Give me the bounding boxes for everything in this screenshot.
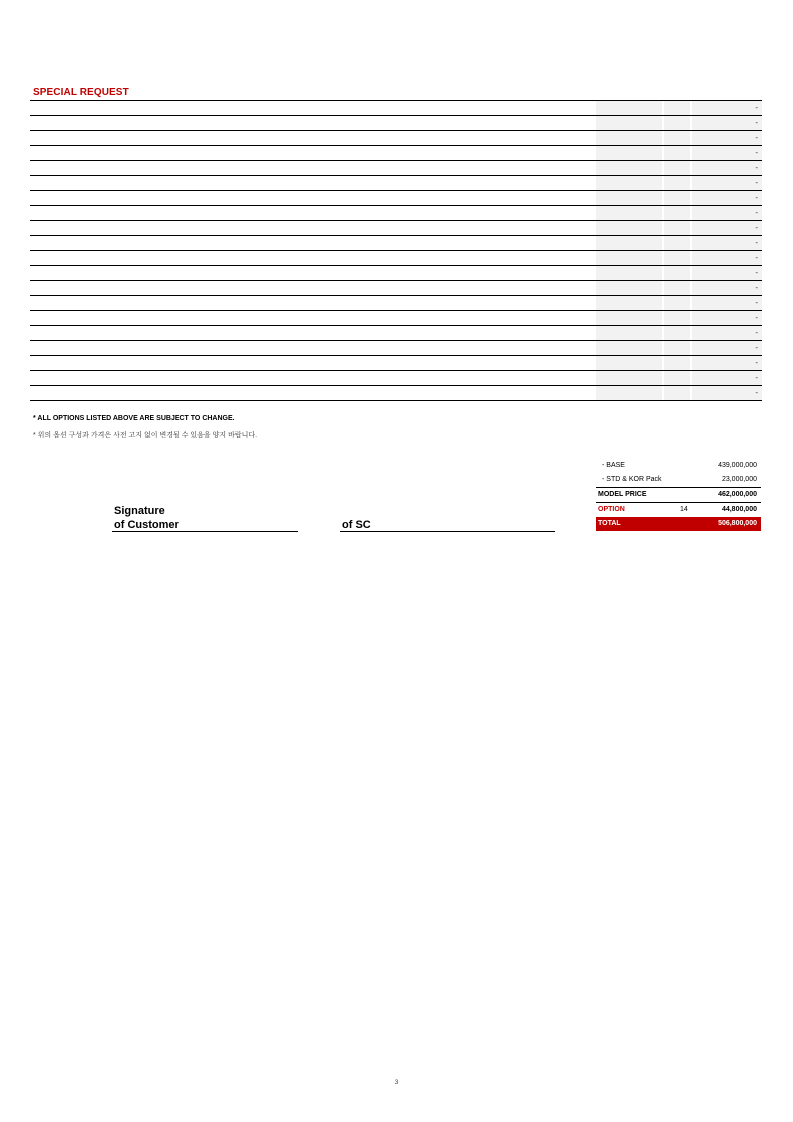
description-cell (30, 146, 596, 160)
qty-cell (664, 146, 690, 160)
description-cell (30, 206, 596, 220)
qty-cell (664, 296, 690, 310)
qty-cell (664, 371, 690, 385)
amount-cell: - (692, 146, 762, 160)
qty-cell (664, 356, 690, 370)
description-cell (30, 386, 596, 400)
price-cell (596, 281, 662, 295)
price-cell (596, 356, 662, 370)
total-price-value: 506,800,000 (718, 520, 757, 527)
amount-cell: - (692, 131, 762, 145)
amount-cell: - (692, 341, 762, 355)
price-cell (596, 191, 662, 205)
description-cell (30, 371, 596, 385)
amount-cell: - (692, 236, 762, 250)
table-row (30, 341, 762, 356)
price-cell (596, 251, 662, 265)
table-row (30, 281, 762, 296)
table-row (30, 131, 762, 146)
amount-cell: - (692, 191, 762, 205)
amount-cell: - (692, 386, 762, 400)
amount-cell: - (692, 251, 762, 265)
qty-cell (664, 311, 690, 325)
table-row (30, 266, 762, 281)
option-count: 14 (680, 506, 688, 513)
price-cell (596, 386, 662, 400)
table-row (30, 326, 762, 341)
model-price-value: 462,000,000 (718, 491, 757, 498)
price-cell (596, 176, 662, 190)
customer-signature-label (114, 504, 179, 532)
price-cell (596, 326, 662, 340)
qty-cell (664, 266, 690, 280)
amount-cell: - (692, 326, 762, 340)
table-row (30, 356, 762, 371)
qty-cell (664, 161, 690, 175)
table-row (30, 116, 762, 131)
signature-label-line2: of Customer (114, 519, 179, 531)
description-cell (30, 191, 596, 205)
options-change-note-korean: * 위의 옵션 구성과 가격은 사전 고지 없이 변경될 수 있음을 양지 바랍니다. (33, 432, 258, 439)
price-cell (596, 146, 662, 160)
amount-cell: - (692, 266, 762, 280)
amount-cell: - (692, 371, 762, 385)
page-number: 3 (394, 1080, 399, 1086)
qty-cell (664, 101, 690, 115)
description-cell (30, 311, 596, 325)
price-cell (596, 206, 662, 220)
model-price-label: MODEL PRICE (598, 491, 647, 498)
pack-price-label: - STD & KOR Pack (602, 476, 662, 483)
amount-cell: - (692, 116, 762, 130)
price-cell (596, 371, 662, 385)
price-cell (596, 311, 662, 325)
special-request-title: SPECIAL REQUEST (33, 87, 129, 98)
description-cell (30, 176, 596, 190)
qty-cell (664, 191, 690, 205)
description-cell (30, 296, 596, 310)
table-row (30, 176, 762, 191)
qty-cell (664, 131, 690, 145)
price-cell (596, 131, 662, 145)
description-cell (30, 161, 596, 175)
options-change-note: * ALL OPTIONS LISTED ABOVE ARE SUBJECT TO CHANGE. (33, 415, 235, 422)
price-cell (596, 266, 662, 280)
price-cell (596, 221, 662, 235)
price-cell (596, 161, 662, 175)
description-cell (30, 236, 596, 250)
amount-cell: - (692, 101, 762, 115)
model-price-row (596, 487, 761, 502)
amount-cell: - (692, 356, 762, 370)
table-row (30, 251, 762, 266)
option-price-row (596, 502, 761, 517)
pack-price-row (596, 473, 761, 487)
price-summary-table (596, 459, 761, 531)
qty-cell (664, 236, 690, 250)
amount-cell: - (692, 161, 762, 175)
description-cell (30, 131, 596, 145)
customer-signature-line (112, 531, 298, 532)
table-row (30, 101, 762, 116)
option-price-label: OPTION (598, 506, 625, 513)
price-cell (596, 236, 662, 250)
table-row (30, 371, 762, 386)
amount-cell: - (692, 311, 762, 325)
description-cell (30, 116, 596, 130)
table-row (30, 236, 762, 251)
description-cell (30, 221, 596, 235)
table-row (30, 221, 762, 236)
base-price-value: 439,000,000 (718, 462, 757, 469)
price-cell (596, 101, 662, 115)
amount-cell: - (692, 281, 762, 295)
qty-cell (664, 281, 690, 295)
amount-cell: - (692, 176, 762, 190)
special-request-table (30, 100, 762, 401)
total-price-label: TOTAL (598, 520, 621, 527)
table-row (30, 296, 762, 311)
amount-cell: - (692, 221, 762, 235)
description-cell (30, 266, 596, 280)
price-cell (596, 296, 662, 310)
amount-cell: - (692, 296, 762, 310)
base-price-label: - BASE (602, 462, 625, 469)
sc-signature-line (340, 531, 555, 532)
base-price-row (596, 459, 761, 473)
sc-signature-label: of SC (342, 519, 371, 531)
qty-cell (664, 176, 690, 190)
table-row (30, 146, 762, 161)
qty-cell (664, 221, 690, 235)
qty-cell (664, 326, 690, 340)
description-cell (30, 281, 596, 295)
table-row (30, 191, 762, 206)
qty-cell (664, 386, 690, 400)
description-cell (30, 341, 596, 355)
qty-cell (664, 206, 690, 220)
description-cell (30, 326, 596, 340)
table-row (30, 161, 762, 176)
qty-cell (664, 116, 690, 130)
price-cell (596, 341, 662, 355)
table-row (30, 386, 762, 401)
table-row (30, 311, 762, 326)
total-price-row (596, 517, 761, 531)
price-cell (596, 116, 662, 130)
qty-cell (664, 341, 690, 355)
option-price-value: 44,800,000 (721, 506, 757, 513)
description-cell (30, 356, 596, 370)
qty-cell (664, 251, 690, 265)
description-cell (30, 251, 596, 265)
description-cell (30, 101, 596, 115)
signature-label-line1: Signature (114, 505, 165, 517)
amount-cell: - (692, 206, 762, 220)
pack-price-value: 23,000,000 (721, 476, 757, 483)
table-row (30, 206, 762, 221)
